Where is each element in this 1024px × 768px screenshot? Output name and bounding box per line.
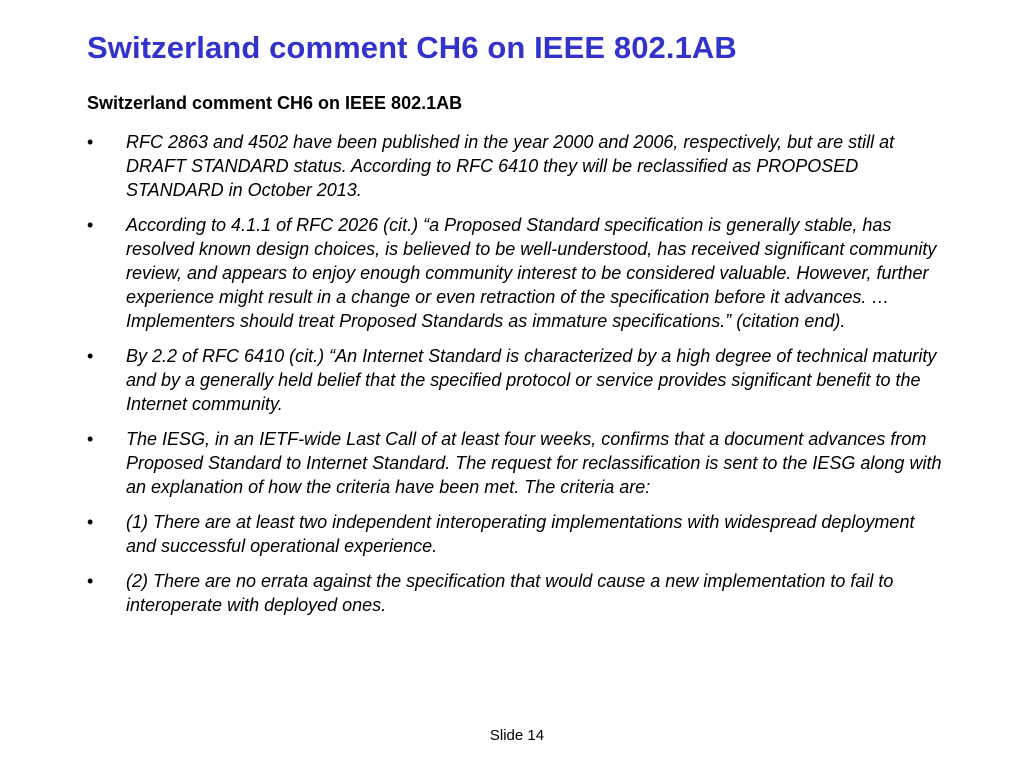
bullet-text: According to 4.1.1 of RFC 2026 (cit.) “a Proposed Standard specification is generally stable, has resolved known design choices, is believed to be well-understood, has received significant community review, and appears to enjoy enough community interest to be considered valuable. However, further experience might result in a change or even retraction of the specification before it advances. … Implementers should treat Proposed Standards as immature specifications.” (citation end). (126, 215, 937, 331)
bullet-item (87, 130, 947, 202)
bullet-text: The IESG, in an IETF-wide Last Call of at least four weeks, confirms that a document advances from Proposed Standard to Internet Standard. The request for reclassification is sent to the IESG along with an explanation of how the criteria have been met. The criteria are: (126, 429, 942, 497)
bullet-item (87, 427, 947, 499)
bullet-dot-icon: • (87, 132, 94, 152)
bullet-dot-icon: • (87, 571, 94, 591)
bullet-text: By 2.2 of RFC 6410 (cit.) “An Internet Standard is characterized by a high degree of technical maturity and by a generally held belief that the specified protocol or service provides significant benefit to the Internet community. (126, 346, 937, 414)
bullet-dot-icon: • (87, 429, 94, 449)
slide-title: Switzerland comment CH6 on IEEE 802.1AB (87, 30, 737, 65)
bullet-item (87, 344, 947, 416)
bullet-text: (2) There are no errata against the specification that would cause a new implementation to fail to interoperate with deployed ones. (126, 571, 894, 615)
bullet-dot-icon: • (87, 215, 94, 235)
bullet-item (87, 213, 947, 333)
bullet-list (87, 130, 947, 628)
bullet-dot-icon: • (87, 346, 94, 366)
bullet-text: (1) There are at least two independent interoperating implementations with widespread deployment and successful operational experience. (126, 512, 915, 556)
slide-number: Slide 14 (489, 727, 545, 744)
bullet-item (87, 569, 947, 617)
bullet-text: RFC 2863 and 4502 have been published in the year 2000 and 2006, respectively, but are still at DRAFT STANDARD status. According to RFC 6410 they will be reclassified as PROPOSED STANDARD in October 2013. (126, 132, 895, 200)
slide-subtitle: Switzerland comment CH6 on IEEE 802.1AB (87, 93, 463, 113)
bullet-item (87, 510, 947, 558)
bullet-dot-icon: • (87, 512, 94, 532)
